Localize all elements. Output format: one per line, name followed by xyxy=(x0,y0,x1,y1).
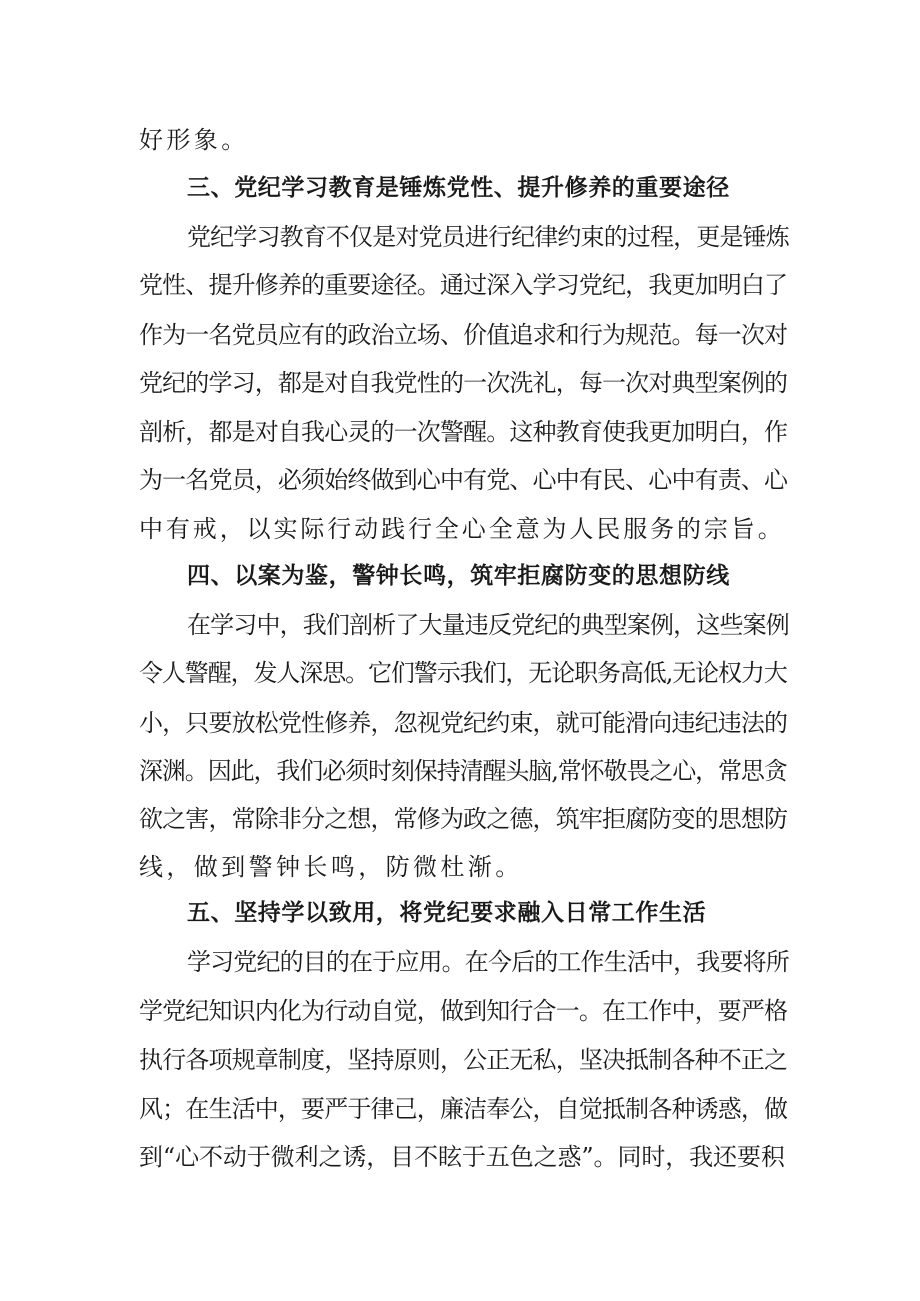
paragraph-line: 到“心不动于微利之诱，目不眩于五色之惑”。同时，我还要积 xyxy=(139,1143,785,1171)
paragraph-line: 党纪的学习，都是对自我党性的一次洗礼，每一次对典型案例的 xyxy=(139,369,788,397)
section-heading-5: 五、坚持学以致用，将党纪要求融入日常工作生活 xyxy=(187,900,707,926)
paragraph-line: 深渊。因此，我们必须时刻保持清醒头脑,常怀敬畏之心，常思贪 xyxy=(139,757,787,785)
paragraph-line: 执行各项规章制度，坚持原则，公正无私，坚决抵制各种不正之 xyxy=(139,1046,788,1074)
paragraph-line: 党性、提升修养的重要途径。通过深入学习党纪，我更加明白了 xyxy=(139,271,788,299)
paragraph-line: 剖析，都是对自我心灵的一次警醒。这种教育使我更加明白，作 xyxy=(139,418,788,446)
paragraph-line: 作为一名党员应有的政治立场、价值追求和行为规范。每一次对 xyxy=(139,321,788,349)
paragraph-line: 学党纪知识内化为行动自觉，做到知行合一。在工作中，要严格 xyxy=(139,997,788,1025)
paragraph-line: 党纪学习教育不仅是对党员进行纪律约束的过程，更是锤炼 xyxy=(187,223,789,251)
paragraph-line: 风；在生活中，要严于律己，廉洁奉公，自觉抵制各种诱惑，做 xyxy=(139,1095,788,1123)
paragraph-line: 好形象。 xyxy=(139,126,249,154)
paragraph-line: 令人警醒，发人深思。它们警示我们，无论职务高低,无论权力大 xyxy=(139,659,787,687)
paragraph-line: 为一名党员，必须始终做到心中有党、心中有民、心中有责、心 xyxy=(139,466,788,494)
section-heading-4: 四、以案为鉴，警钟长鸣，筑牢拒腐防变的思想防线 xyxy=(187,563,730,589)
section-heading-3: 三、党纪学习教育是锤炼党性、提升修养的重要途径 xyxy=(187,175,730,201)
paragraph-line: 线，做到警钟长鸣，防微杜渐。 xyxy=(139,853,523,881)
paragraph-line: 小，只要放松党性修养，忽视党纪约束，就可能滑向违纪违法的 xyxy=(139,709,788,737)
paragraph-line: 欲之害，常除非分之想，常修为政之德，筑牢拒腐防变的思想防 xyxy=(139,805,788,833)
paragraph-line: 学习党纪的目的在于应用。在今后的工作生活中，我要将所 xyxy=(187,948,789,976)
paragraph-line: 中有戒，以实际行动践行全心全意为人民服务的宗旨。 xyxy=(139,515,785,543)
paragraph-line: 在学习中，我们剖析了大量违反党纪的典型案例，这些案例 xyxy=(187,611,789,639)
